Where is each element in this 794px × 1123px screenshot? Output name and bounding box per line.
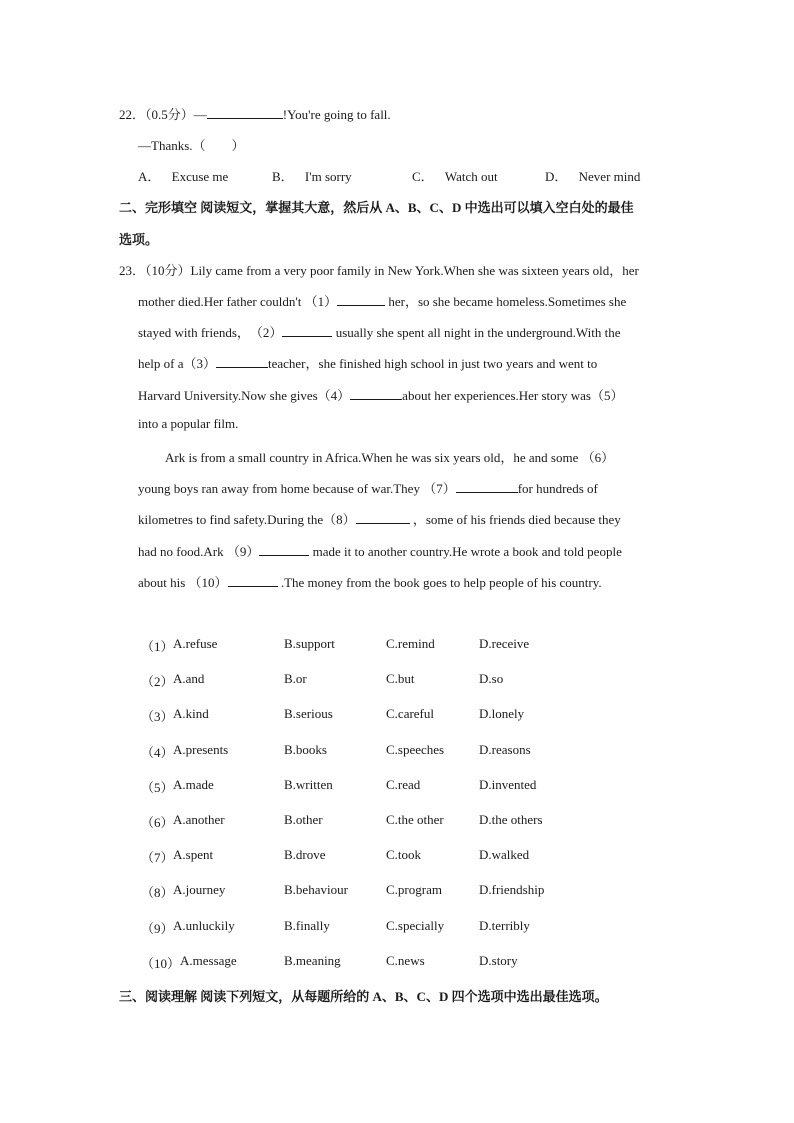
choice-option-b: B.support [284, 636, 335, 651]
choice-option-c: C.speeches [386, 741, 445, 757]
q22-option-d [545, 166, 640, 185]
q23-text: made it to another country.He wrote a book and told people [309, 544, 622, 559]
q23-text: kilometres to find safety.During the（8） [138, 512, 356, 527]
q23-blank-8 [356, 511, 410, 524]
choice-option-a: A.another [173, 812, 225, 827]
choice-number: （4） [141, 744, 174, 760]
q23-blank-9 [259, 543, 309, 556]
choice-option-c: C.took [386, 847, 422, 863]
section2-heading-cont: 选项。 [119, 232, 159, 247]
q23-line [138, 353, 597, 372]
choice-option-a: A.kind [173, 706, 209, 722]
q23-blank-2 [282, 324, 332, 337]
q23-line [138, 385, 623, 404]
q23-text: .The money from the book goes to help people of his country. [277, 575, 602, 590]
q23-text: young boys ran away from home because of war.They （7） [138, 481, 456, 496]
choice-option-a: A.presents [173, 741, 229, 757]
q23-text: Harvard University.Now she gives（4） [138, 388, 351, 403]
q22-option-text: Watch out [444, 169, 498, 184]
q23-text: for hundreds of [517, 481, 598, 496]
choice-option-b: B.books [284, 741, 327, 757]
choice-number: （9） [141, 920, 174, 936]
q22-option-c [412, 166, 498, 185]
q22-option-a [138, 166, 228, 185]
q23-line [138, 478, 598, 497]
choice-option-d: D.reasons [479, 741, 531, 757]
choice-option-d: D.the others [479, 812, 543, 827]
choice-option-a: A.made [173, 776, 214, 792]
choice-option-d: D.receive [479, 636, 530, 651]
choice-number: （10） [141, 955, 181, 971]
q23-blank-4 [350, 387, 402, 400]
choice-option-a: A.unluckily [173, 917, 235, 933]
q22-option-text: I'm sorry [304, 169, 352, 184]
q22-blank [207, 106, 283, 119]
choice-option-c: C.the other [386, 812, 444, 827]
choice-option-a: A.message [180, 952, 237, 968]
choice-option-d: D.terribly [479, 917, 530, 933]
q23-line [138, 322, 621, 341]
choice-option-a: A.and [173, 671, 205, 687]
choice-number: （3） [141, 709, 174, 725]
q22-stem-prefix: 22．（0.5分）— [119, 107, 207, 122]
q22-option-letter: B． [272, 169, 294, 184]
q23-blank-7 [456, 480, 518, 493]
q23-line [138, 541, 622, 560]
choice-number: （5） [141, 779, 174, 795]
q23-blank-10 [228, 574, 278, 587]
q22-stem [119, 104, 391, 123]
q23-blank-3 [216, 355, 268, 368]
choice-option-b: B.behaviour [284, 882, 348, 898]
q23-line [138, 291, 626, 310]
q23-text: usually she spent all night in the underground.With the [332, 325, 621, 340]
q23-line [138, 509, 621, 528]
q23-text: about his （10） [138, 575, 228, 590]
q23-blank-1 [337, 293, 385, 306]
q23-line: into a popular film. [138, 416, 239, 431]
choice-option-c: C.remind [386, 636, 435, 651]
choice-option-a: A.journey [173, 882, 226, 898]
q23-text: stayed with friends， （2） [138, 325, 283, 340]
choice-option-c: C.careful [386, 706, 435, 722]
choice-option-c: C.read [386, 776, 421, 792]
choice-option-b: B.or [284, 671, 307, 687]
q22-option-text: Excuse me [171, 169, 229, 184]
section3-heading: 三、阅读理解 阅读下列短文，从每题所给的 A、B、C、D 四个选项中选出最佳选项。 [119, 989, 608, 1004]
q23-text: ，some of his friends died because they [409, 512, 621, 527]
choice-option-d: D.friendship [479, 882, 545, 898]
q23-text: about her experiences.Her story was（5） [402, 388, 624, 403]
choice-option-a: A.refuse [173, 636, 218, 651]
q22-stem-suffix: !You're going to fall. [282, 107, 391, 122]
choice-number: （8） [141, 885, 174, 901]
choice-option-b: B.finally [284, 917, 330, 933]
q22-option-letter: A． [138, 169, 161, 184]
q22-option-b [272, 166, 352, 185]
choice-number: （7） [141, 850, 174, 866]
q23-line: Ark is from a small country in Africa.When he was six years old，he and some （6） [165, 450, 615, 465]
choice-option-b: B.meaning [284, 952, 341, 968]
choice-number: （1） [141, 639, 174, 654]
q23-text: teacher，she finished high school in just two years and went to [267, 356, 598, 371]
choice-option-d: D.walked [479, 847, 530, 863]
q23-text: had no food.Ark （9） [138, 544, 260, 559]
choice-option-d: D.invented [479, 776, 537, 792]
choice-option-c: C.program [386, 882, 442, 898]
choice-option-d: D.story [479, 952, 518, 968]
choice-option-d: D.lonely [479, 706, 525, 722]
q23-line [138, 572, 602, 591]
q23-line: 23．（10分）Lily came from a very poor family in New York.When she was sixteen years old，her [119, 263, 639, 278]
q22-option-letter: C． [412, 169, 434, 184]
section2-heading: 二、完形填空 阅读短文，掌握其大意，然后从 A、B、C、D 中选出可以填入空白处的最佳 [119, 200, 634, 215]
choice-option-c: C.news [386, 952, 425, 968]
q23-text: help of a（3） [138, 356, 216, 371]
choice-number: （2） [141, 674, 174, 690]
choice-option-b: B.drove [284, 847, 326, 863]
choice-option-b: B.serious [284, 706, 333, 722]
q23-text: mother died.Her father couldn't （1） [138, 294, 338, 309]
q22-reply: —Thanks.（ ） [138, 138, 245, 153]
choice-option-c: C.but [386, 671, 415, 687]
q23-text: her，so she became homeless.Sometimes she [385, 294, 627, 309]
q22-option-text: Never mind [578, 169, 641, 184]
choice-option-b: B.written [284, 776, 333, 792]
choice-option-c: C.specially [386, 917, 445, 933]
choice-number: （6） [141, 815, 174, 830]
choice-option-a: A.spent [173, 847, 214, 863]
choice-option-d: D.so [479, 671, 504, 687]
q22-option-letter: D． [545, 169, 568, 184]
choice-option-b: B.other [284, 812, 323, 827]
